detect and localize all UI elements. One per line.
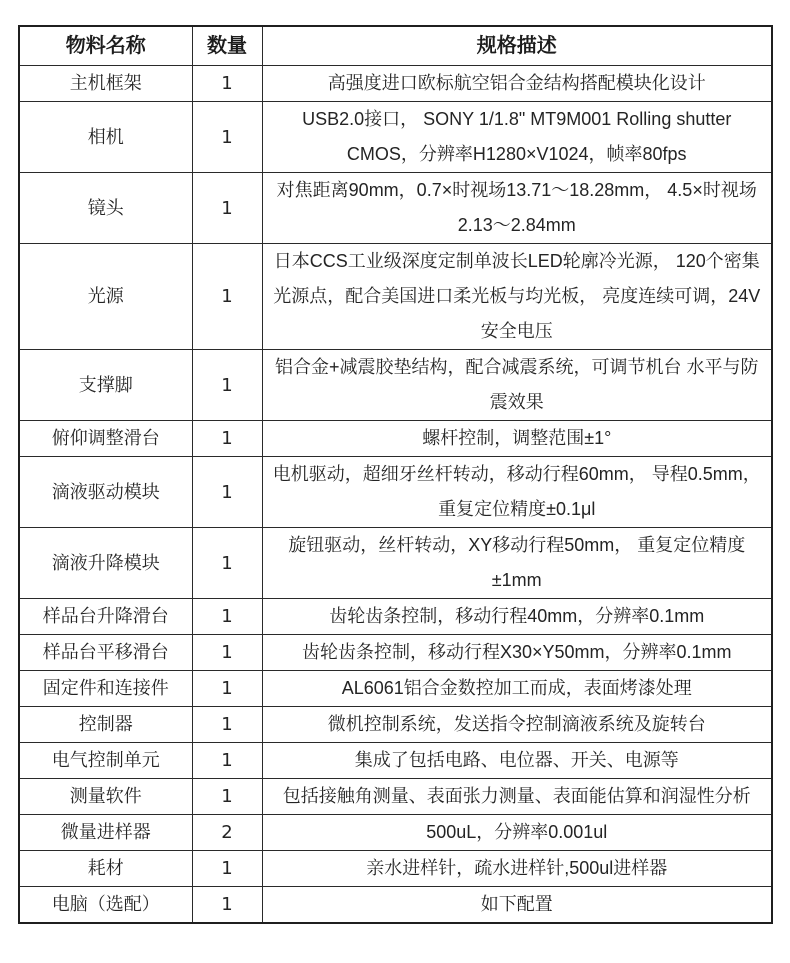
quantity-cell: 1 bbox=[192, 457, 262, 528]
quantity-cell: 1 bbox=[192, 887, 262, 924]
quantity-cell: 1 bbox=[192, 743, 262, 779]
col-header-quantity: 数量 bbox=[192, 26, 262, 66]
quantity-cell: 1 bbox=[192, 528, 262, 599]
spec-cell: 齿轮齿条控制，移动行程40mm，分辨率0.1mm bbox=[262, 599, 772, 635]
item-name-cell: 滴液升降模块 bbox=[19, 528, 192, 599]
item-name-cell: 控制器 bbox=[19, 707, 192, 743]
item-name-cell: 微量进样器 bbox=[19, 815, 192, 851]
quantity-cell: 1 bbox=[192, 851, 262, 887]
table-row bbox=[19, 671, 772, 707]
quantity-cell: 1 bbox=[192, 350, 262, 421]
spec-cell: 铝合金+减震胶垫结构，配合减震系统，可调节机台 水平与防震效果 bbox=[262, 350, 772, 421]
table-row bbox=[19, 66, 772, 102]
quantity-cell: 1 bbox=[192, 173, 262, 244]
spec-cell: 高强度进口欧标航空铝合金结构搭配模块化设计 bbox=[262, 66, 772, 102]
spec-table bbox=[18, 25, 773, 924]
spec-cell: 集成了包括电路、电位器、开关、电源等 bbox=[262, 743, 772, 779]
table-row bbox=[19, 244, 772, 350]
spec-cell: 螺杆控制，调整范围±1° bbox=[262, 421, 772, 457]
spec-cell: AL6061铝合金数控加工而成，表面烤漆处理 bbox=[262, 671, 772, 707]
table-row bbox=[19, 635, 772, 671]
table-row bbox=[19, 350, 772, 421]
quantity-cell: 1 bbox=[192, 599, 262, 635]
table-row bbox=[19, 887, 772, 924]
spec-cell: 对焦距离90mm，0.7×时视场13.71～18.28mm， 4.5×时视场2.13～2.84mm bbox=[262, 173, 772, 244]
quantity-cell: 1 bbox=[192, 244, 262, 350]
spec-cell: 微机控制系统，发送指令控制滴液系统及旋转台 bbox=[262, 707, 772, 743]
quantity-cell: 1 bbox=[192, 671, 262, 707]
table-row bbox=[19, 707, 772, 743]
table-row bbox=[19, 528, 772, 599]
item-name-cell: 电脑（选配） bbox=[19, 887, 192, 924]
spec-table-body bbox=[19, 66, 772, 924]
spec-cell: 旋钮驱动，丝杆转动，XY移动行程50mm， 重复定位精度±1mm bbox=[262, 528, 772, 599]
spec-cell: 齿轮齿条控制，移动行程X30×Y50mm，分辨率0.1mm bbox=[262, 635, 772, 671]
item-name-cell: 俯仰调整滑台 bbox=[19, 421, 192, 457]
table-row bbox=[19, 815, 772, 851]
table-row bbox=[19, 457, 772, 528]
item-name-cell: 滴液驱动模块 bbox=[19, 457, 192, 528]
item-name-cell: 光源 bbox=[19, 244, 192, 350]
item-name-cell: 固定件和连接件 bbox=[19, 671, 192, 707]
item-name-cell: 耗材 bbox=[19, 851, 192, 887]
spec-cell: 如下配置 bbox=[262, 887, 772, 924]
spec-cell: 日本CCS工业级深度定制单波长LED轮廓冷光源， 120个密集光源点，配合美国进口柔光板与均光板， 亮度连续可调，24V安全电压 bbox=[262, 244, 772, 350]
quantity-cell: 1 bbox=[192, 707, 262, 743]
spec-cell: 包括接触角测量、表面张力测量、表面能估算和润湿性分析 bbox=[262, 779, 772, 815]
table-row bbox=[19, 599, 772, 635]
col-header-spec: 规格描述 bbox=[262, 26, 772, 66]
table-row bbox=[19, 851, 772, 887]
table-row bbox=[19, 173, 772, 244]
quantity-cell: 1 bbox=[192, 102, 262, 173]
quantity-cell: 2 bbox=[192, 815, 262, 851]
quantity-cell: 1 bbox=[192, 779, 262, 815]
item-name-cell: 电气控制单元 bbox=[19, 743, 192, 779]
table-row bbox=[19, 779, 772, 815]
item-name-cell: 样品台升降滑台 bbox=[19, 599, 192, 635]
quantity-cell: 1 bbox=[192, 635, 262, 671]
col-header-item-name: 物料名称 bbox=[19, 26, 192, 66]
item-name-cell: 相机 bbox=[19, 102, 192, 173]
header-row bbox=[19, 26, 772, 66]
item-name-cell: 支撑脚 bbox=[19, 350, 192, 421]
spec-cell: USB2.0接口， SONY 1/1.8" MT9M001 Rolling shutter CMOS，分辨率H1280×V1024，帧率80fps bbox=[262, 102, 772, 173]
quantity-cell: 1 bbox=[192, 421, 262, 457]
spec-cell: 电机驱动，超细牙丝杆转动，移动行程60mm， 导程0.5mm，重复定位精度±0.1μl bbox=[262, 457, 772, 528]
spec-cell: 亲水进样针，疏水进样针,500ul进样器 bbox=[262, 851, 772, 887]
item-name-cell: 镜头 bbox=[19, 173, 192, 244]
item-name-cell: 主机框架 bbox=[19, 66, 192, 102]
table-row bbox=[19, 421, 772, 457]
table-row bbox=[19, 743, 772, 779]
quantity-cell: 1 bbox=[192, 66, 262, 102]
item-name-cell: 测量软件 bbox=[19, 779, 192, 815]
item-name-cell: 样品台平移滑台 bbox=[19, 635, 192, 671]
table-row bbox=[19, 102, 772, 173]
spec-cell: 500uL，分辨率0.001ul bbox=[262, 815, 772, 851]
